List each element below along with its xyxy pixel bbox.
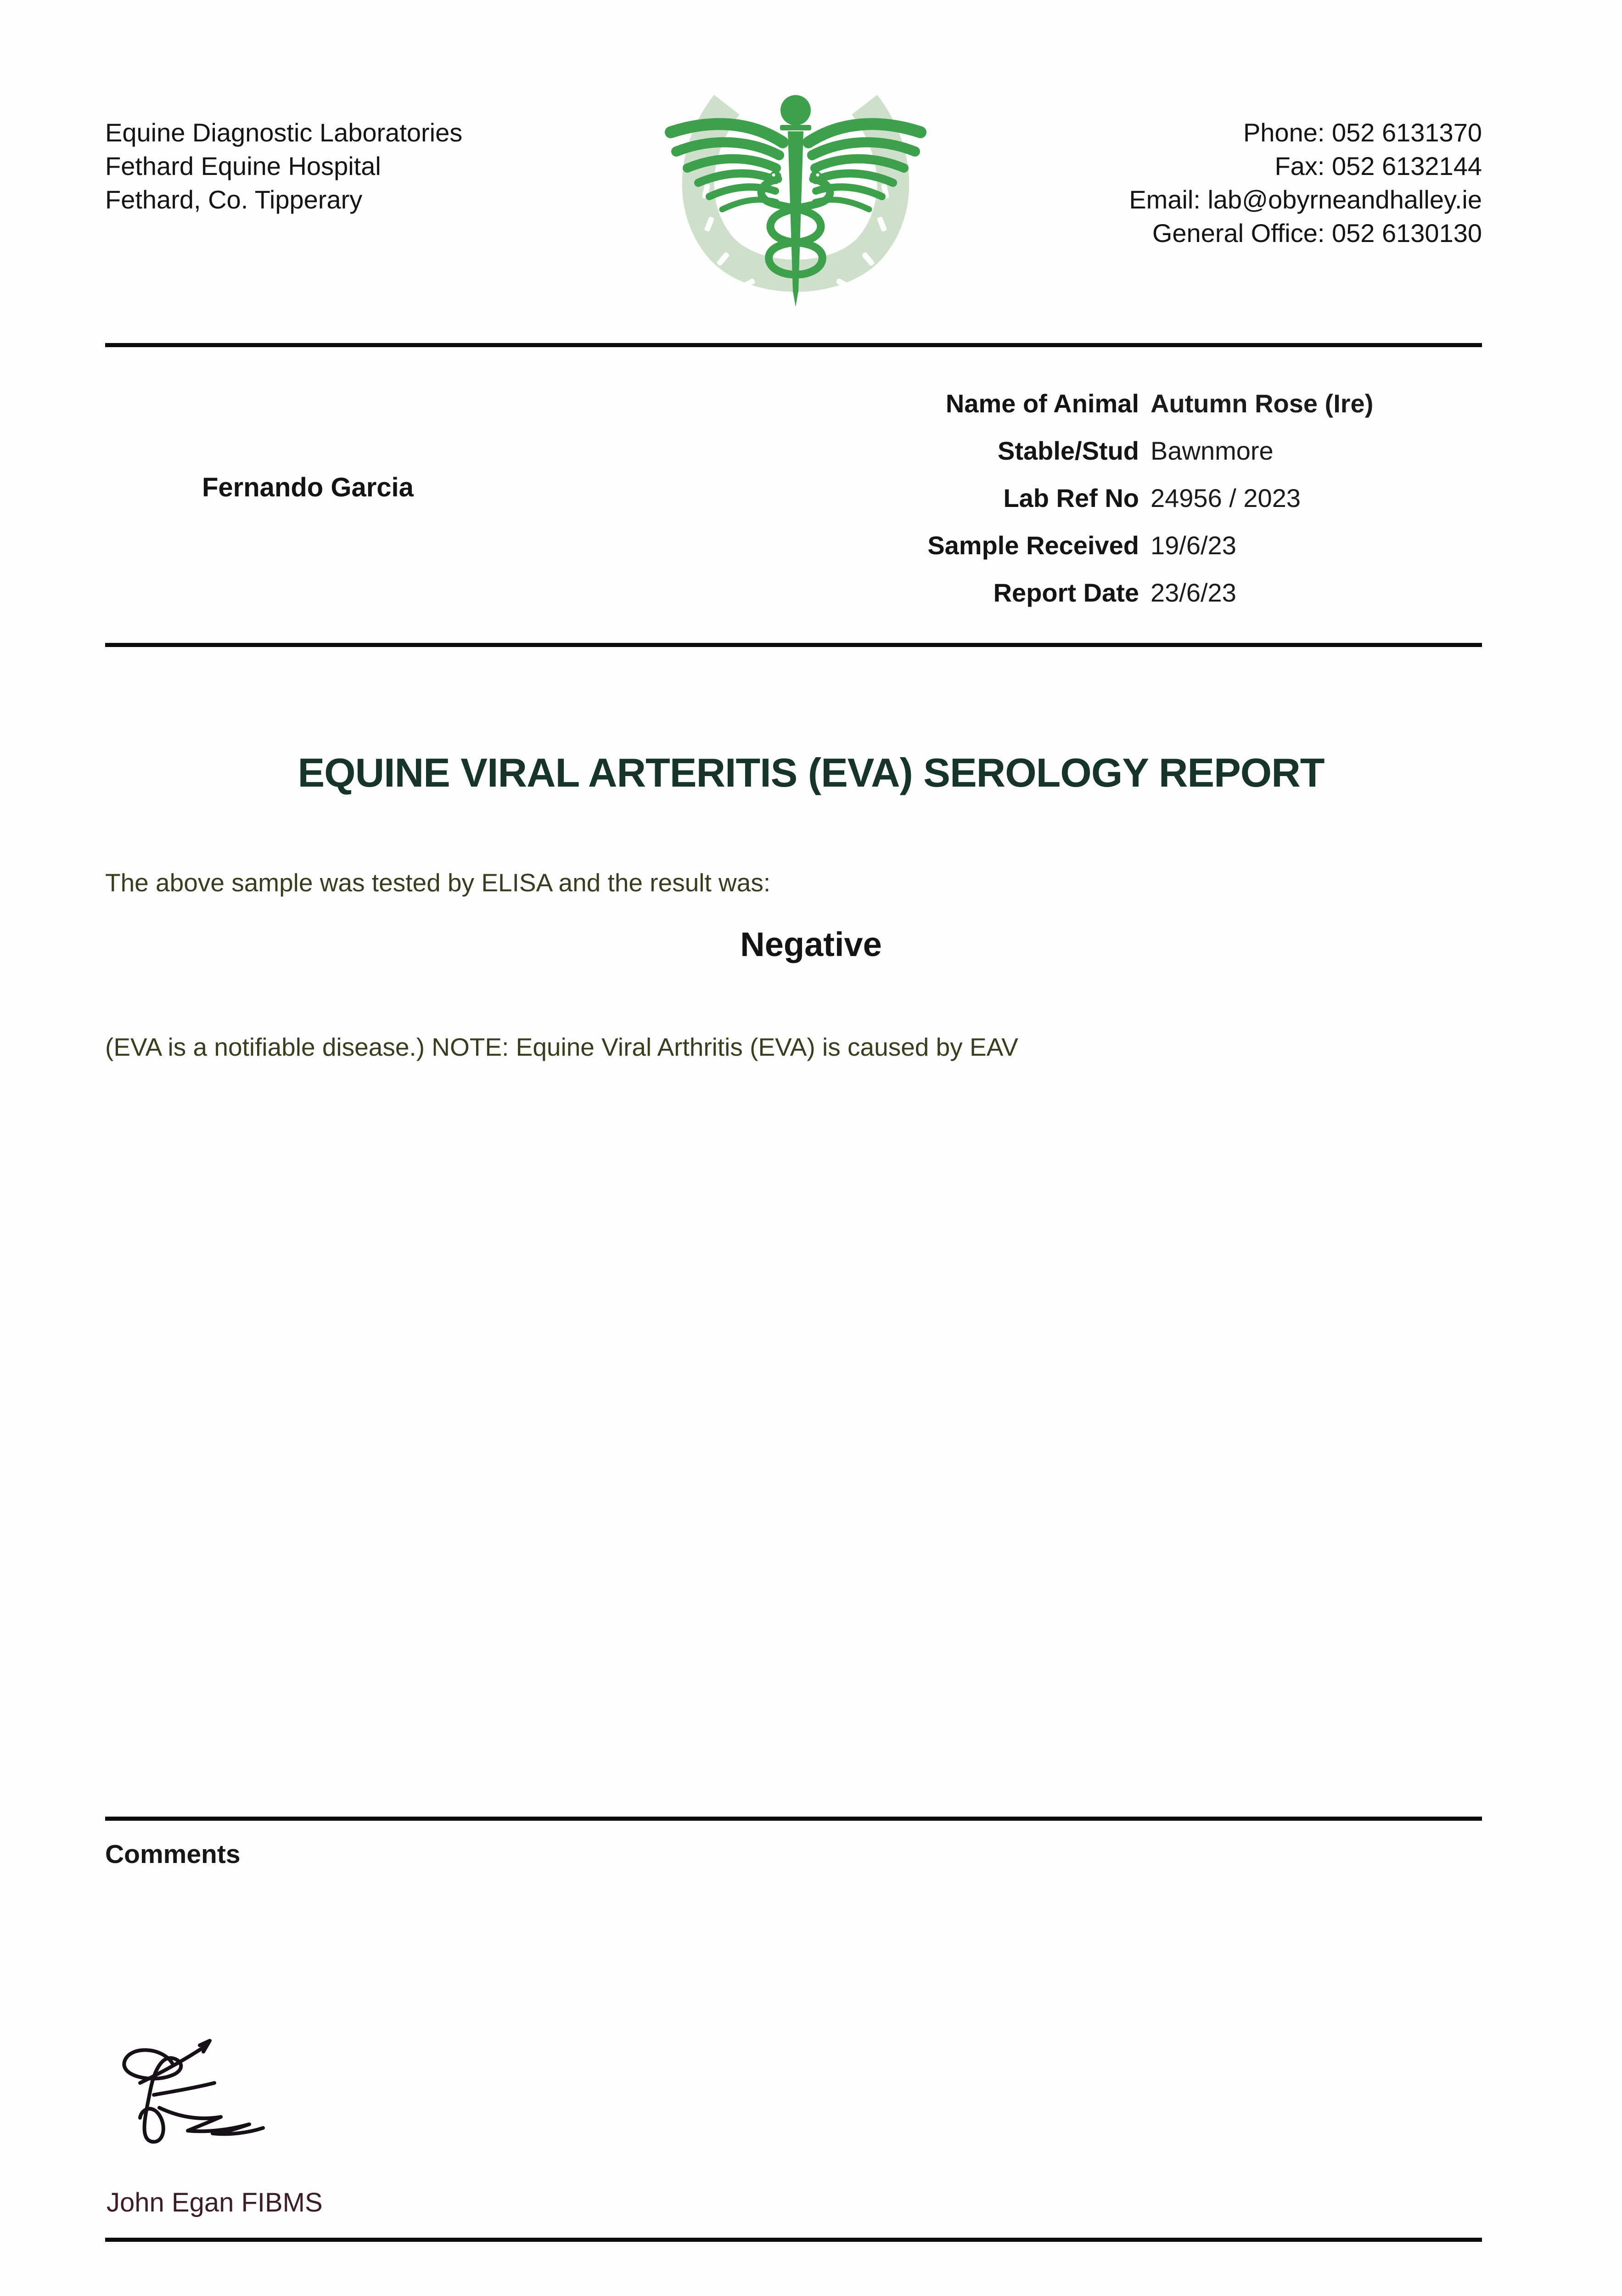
comments-divider-rule [105, 1817, 1482, 1821]
stable-stud-label: Stable/Stud [997, 436, 1139, 465]
detail-row-name-of-animal [0, 388, 1622, 421]
lab-address-block [105, 116, 462, 216]
report-date-value: 23/6/23 [1151, 578, 1236, 607]
lab-address-line-3: Fethard, Co. Tipperary [105, 185, 363, 214]
email-line: Email: lab@obyrneandhalley.ie [1129, 185, 1482, 214]
report-title: EQUINE VIRAL ARTERITIS (EVA) SEROLOGY REPORT [297, 750, 1325, 795]
detail-row-sample-received [0, 530, 1622, 563]
lab-ref-no-value: 24956 / 2023 [1151, 484, 1301, 512]
stable-stud-value: Bawnmore [1151, 436, 1274, 465]
details-divider-rule [105, 643, 1482, 647]
name-of-animal-value: Autumn Rose (Ire) [1151, 389, 1374, 418]
sample-received-value: 19/6/23 [1151, 531, 1236, 560]
report-intro-text: The above sample was tested by ELISA and the result was: [105, 868, 771, 897]
lab-ref-no-label: Lab Ref No [1003, 484, 1139, 512]
footer-rule [105, 2238, 1482, 2242]
name-of-animal-label: Name of Animal [945, 389, 1139, 418]
comments-heading: Comments [105, 1840, 241, 1869]
detail-row-lab-ref-no [0, 483, 1622, 515]
signature-scribble [108, 2038, 337, 2153]
detail-row-stable-stud [0, 436, 1622, 468]
addressee-name: Fernando Garcia [202, 473, 414, 502]
lab-address-line-1: Equine Diagnostic Laboratories [105, 118, 463, 147]
fax-line: Fax: 052 6132144 [1274, 152, 1482, 180]
signatory-name: John Egan FIBMS [107, 2188, 323, 2217]
header-divider-rule [105, 343, 1482, 347]
phone-line: Phone: 052 6131370 [1243, 118, 1482, 147]
detail-row-report-date [0, 578, 1622, 610]
contact-block [1129, 116, 1482, 250]
caduceus-horseshoe-logo-icon [658, 82, 933, 314]
general-office-line: General Office: 052 6130130 [1152, 219, 1482, 248]
result-value: Negative [740, 925, 882, 963]
report-note-text: (EVA is a notifiable disease.) NOTE: Equine Viral Arthritis (EVA) is caused by EAV [105, 1033, 1018, 1061]
lab-address-line-2: Fethard Equine Hospital [105, 152, 381, 180]
sample-received-label: Sample Received [927, 531, 1139, 560]
report-date-label: Report Date [993, 578, 1139, 607]
